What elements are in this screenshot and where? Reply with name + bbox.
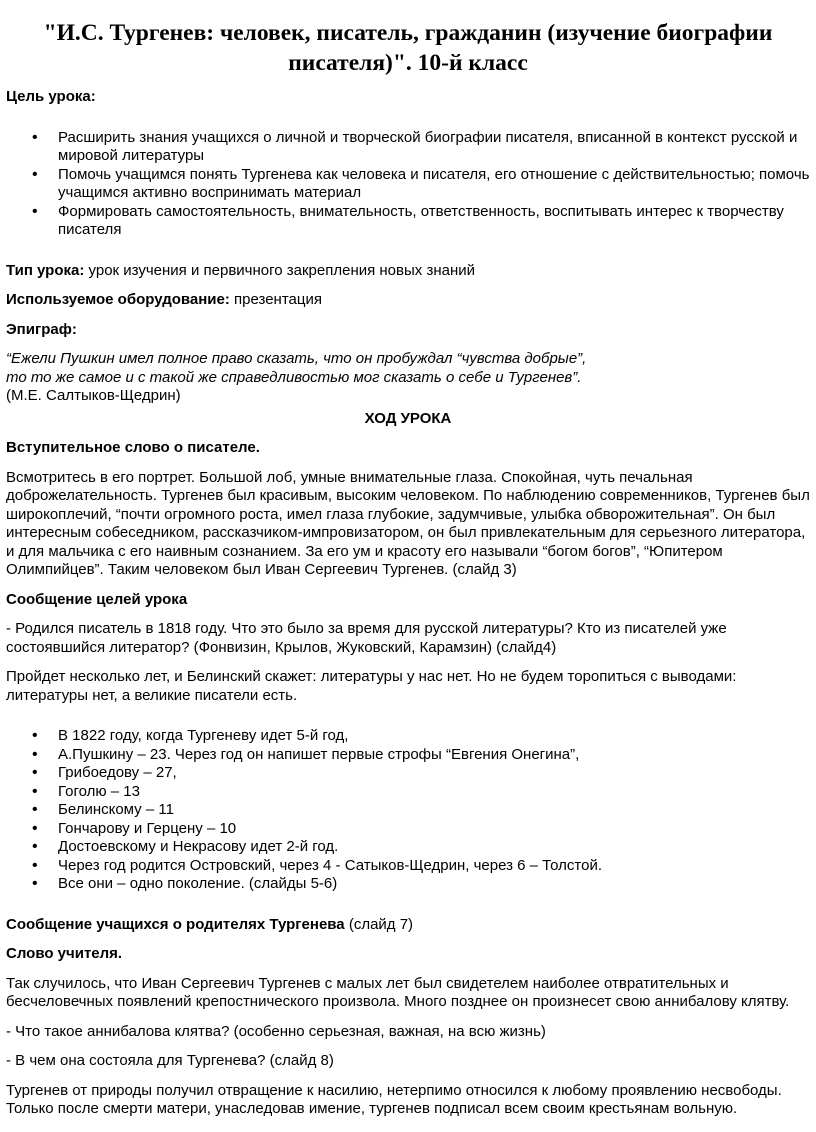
epigraph-heading: Эпиграф: — [6, 320, 77, 338]
list-item: • Все они – одно поколение. (слайды 5-6) — [6, 875, 810, 894]
list-item: • Через год родится Островский, через 4 - Сатыков-Щедрин, через 6 – Толстой. — [6, 857, 810, 876]
paragraph: - Что такое аннибалова клятва? (особенно серьезная, важная, на всю жизнь) — [6, 1022, 546, 1040]
goals-message-heading: Сообщение целей урока — [6, 590, 188, 608]
list-item: • Грибоедову – 27, — [6, 764, 810, 783]
lesson-type — [6, 262, 810, 281]
list-item: • Белинскому – 11 — [6, 801, 810, 820]
list-item: • Помочь учащимся понять Тургенева как человека и писателя, его отношение с действительностью; помочь учащимся активно воспринимать материал — [6, 166, 810, 203]
equipment-label: Используемое оборудование: — [6, 291, 230, 308]
list-item: • Формировать самостоятельность, внимательность, ответственность, воспитывать интерес к творчеству писателя — [6, 203, 810, 240]
epigraph — [6, 350, 810, 406]
lesson-type-value: урок изучения и первичного закрепления новых знаний — [84, 261, 475, 279]
parents-section — [6, 916, 810, 935]
lesson-type-label: Тип урока: — [6, 261, 85, 279]
intro-text: Всмотритесь в его портрет. Большой лоб, умные внимательные глаза. Спокойная, чуть печальная доброжелательность. Тургенев был красивым, высоким человеком. По наблюдению современников, Тургенев был широкоплечий, “почти огромного роста, имел глаза глубокие, задумчивые, улыбка обворожительная”. Он был интересным собеседником, рассказчиком-импровизатором, он был привлекательным для серьезного литератора, и для мальчика с его наивным сознанием. За его ум и красоту его называли “богом богов”, “Юпитером Олимпийцев”. Таким человеком был Иван Сергеевич Тургенев. (слайд 3) — [6, 468, 810, 578]
list-item: • Гончарову и Герцену – 10 — [6, 820, 810, 839]
lesson-course-heading: ХОД УРОКА — [364, 409, 452, 427]
generation-list — [6, 727, 810, 894]
list-item: • Расширить знания учащихся о личной и творческой биографии писателя, вписанной в контекст русской и мировой литературы — [6, 129, 810, 166]
parents-heading: Сообщение учащихся о родителях Тургенева — [6, 915, 345, 933]
intro-heading: Вступительное слово о писателе. — [6, 439, 260, 456]
list-item: • А.Пушкину – 23. Через год он напишет первые строфы “Евгения Онегина”, — [6, 746, 810, 765]
page-title: "И.С. Тургенев: человек, писатель, гражданин (изучение биографии писателя)". 10-й класс — [43, 20, 773, 76]
list-item: • Гоголю – 13 — [6, 783, 810, 802]
teacher-heading: Слово учителя. — [6, 945, 123, 962]
epigraph-line: “Ежели Пушкин имел полное право сказать, что он пробуждал “чувства добрые”, — [6, 350, 587, 367]
epigraph-author: (М.Е. Салтыков-Щедрин) — [6, 387, 181, 404]
paragraph: Так случилось, что Иван Сергеевич Тургенев с малых лет был свидетелем наиболее отвратительных и бесчеловечных появлений крепостнического произвола. Много позднее он произнесет свою аннибалову клятву. — [6, 974, 790, 1010]
goal-heading: Цель урока: — [6, 88, 96, 105]
list-item: • Достоевскому и Некрасову идет 2-й год. — [6, 838, 810, 857]
equipment-value: презентация — [229, 291, 322, 308]
goal-list — [6, 129, 810, 240]
list-item: • В 1822 году, когда Тургеневу идет 5-й год, — [6, 727, 810, 746]
paragraph: Тургенев от природы получил отвращение к насилию, нетерпимо относился к любому проявлению несвободы. Только после смерти матери, унаследовав имение, тургенев подписал всем своим крестьянам вольную. — [6, 1081, 782, 1117]
epigraph-line: то то же самое и с такой же справедливостью мог сказать о себе и Тургенев”. — [6, 368, 582, 386]
paragraph: - Родился писатель в 1818 году. Что это было за время для русской литературы? Кто из писателей уже состоявшийся литератор? (Фонвизин, Крылов, Жуковский, Карамзин) (слайд4) — [6, 620, 727, 656]
equipment — [6, 291, 810, 310]
paragraph: - В чем она состояла для Тургенева? (слайд 8) — [6, 1052, 334, 1069]
paragraph: Пройдет несколько лет, и Белинский скажет: литературы у нас нет. Но не будем торопиться с выводами: литературы нет, а великие писатели есть. — [6, 668, 737, 704]
parents-note: (слайд 7) — [344, 915, 414, 933]
